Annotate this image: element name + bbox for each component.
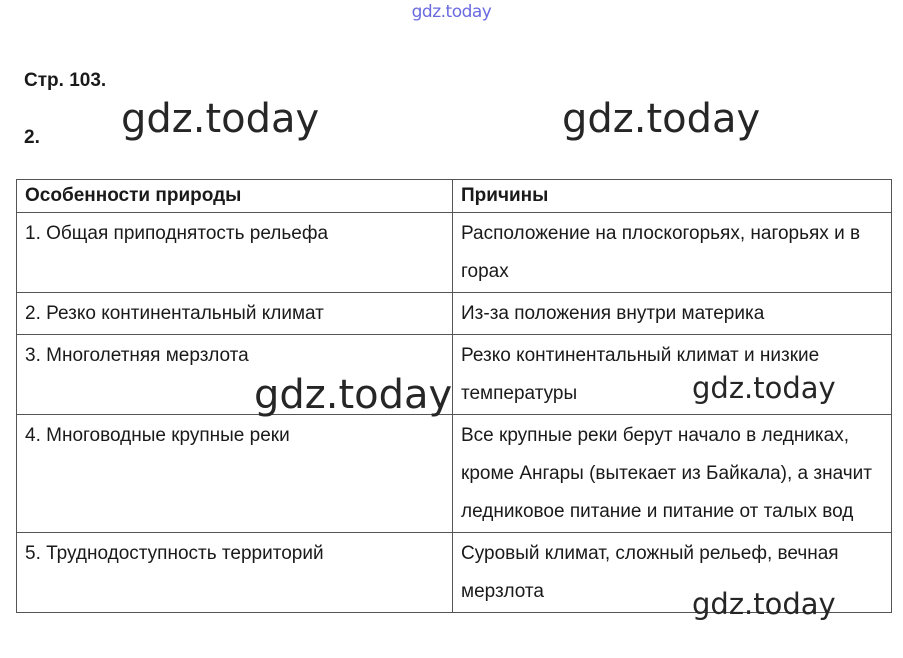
table-row: [17, 335, 892, 415]
reason-cell: Суровый климат, сложный рельеф, вечная мерзлота: [453, 533, 892, 613]
watermark: gdz.today: [692, 371, 836, 405]
table-header-row: [17, 180, 892, 213]
task-number: 2.: [24, 127, 40, 148]
table-row: [17, 415, 892, 533]
table-row: [17, 213, 892, 293]
table-row: [17, 293, 892, 335]
feature-cell: 1. Общая приподнятость рельефа: [17, 213, 453, 293]
reason-cell: Расположение на плоскогорьях, нагорьях и в горах: [453, 213, 892, 293]
top-watermark: gdz.today: [411, 2, 492, 22]
nature-features-table: [16, 179, 892, 613]
header-reasons: Причины: [453, 180, 892, 213]
page-reference: Стр. 103.: [24, 70, 107, 91]
watermark: gdz.today: [254, 372, 453, 418]
header-features: Особенности природы: [17, 180, 453, 213]
reason-cell: Резко континентальный климат и низкие температуры: [453, 335, 892, 415]
reason-cell: Из-за положения внутри материка: [453, 293, 892, 335]
watermark: gdz.today: [121, 96, 320, 142]
watermark: gdz.today: [562, 96, 761, 142]
feature-cell: 4. Многоводные крупные реки: [17, 415, 453, 533]
feature-cell: 2. Резко континентальный климат: [17, 293, 453, 335]
reason-cell: Все крупные реки берут начало в ледниках, кроме Ангары (вытекает из Байкала), а значит ледниковое питание и питание от талых вод: [453, 415, 892, 533]
feature-cell: 5. Труднодоступность территорий: [17, 533, 453, 613]
table-row: [17, 533, 892, 613]
watermark: gdz.today: [692, 587, 836, 621]
feature-cell: 3. Многолетняя мерзлота: [17, 335, 453, 415]
